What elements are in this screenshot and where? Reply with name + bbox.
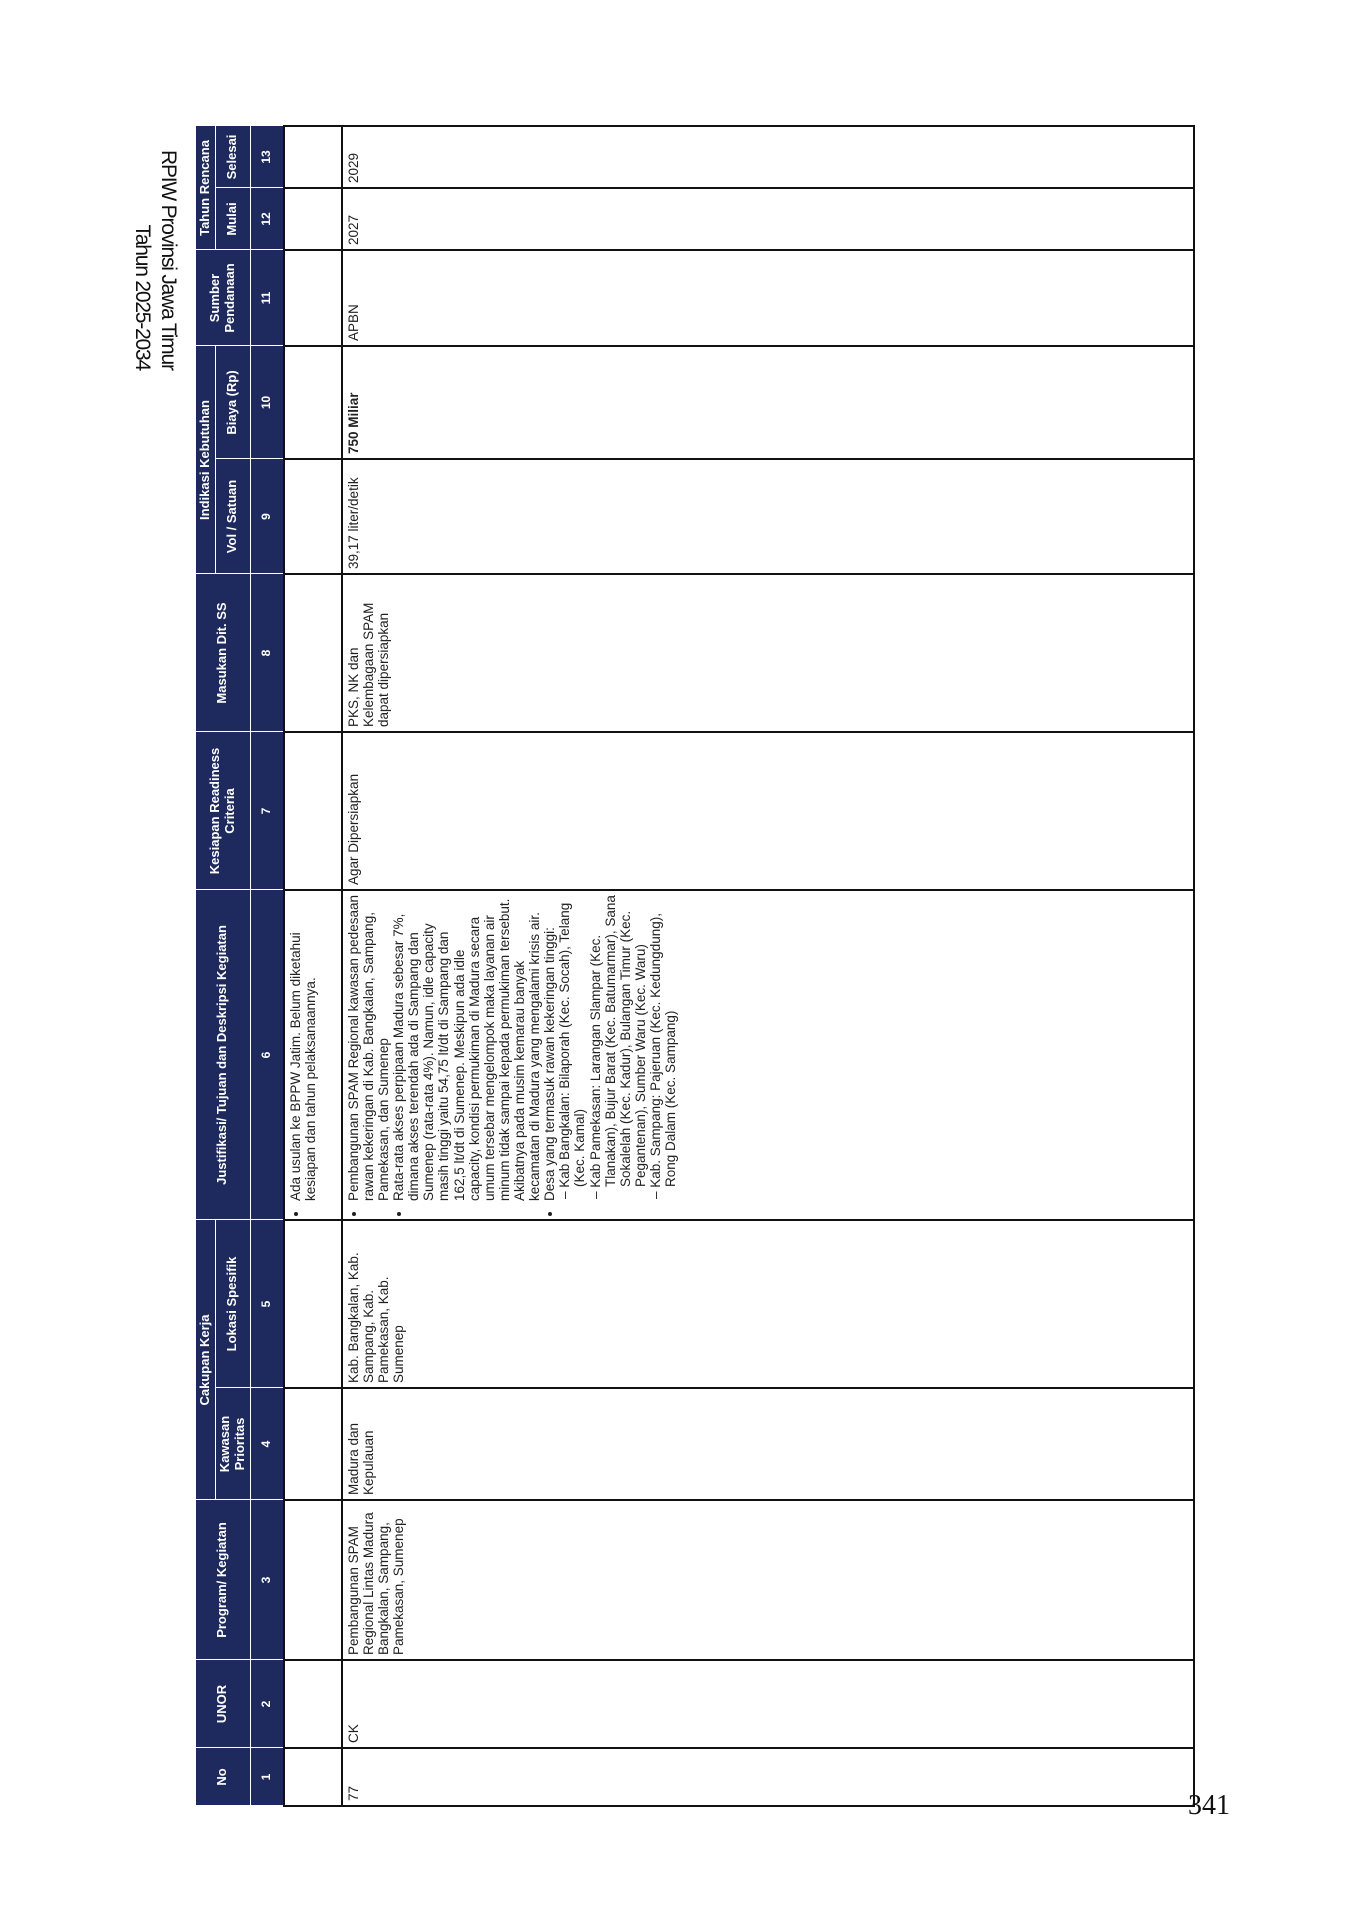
- col-no: No: [196, 1748, 251, 1806]
- cell-vol: 39,17 liter/detik: [342, 459, 1194, 574]
- cell-justifikasi: [284, 890, 342, 1220]
- rotated-table-wrapper: [195, 127, 1195, 1807]
- col-vol: Vol / Satuan: [215, 459, 250, 574]
- col-cakupan: Cakupan Kerja: [196, 1220, 216, 1500]
- sub-item: – Kab Pamekasan: Larangan Slampar (Kec. Tlanakan), Bujur Barat (Kec. Batumarmar), Sana Sokalelah (Kec. Kadur), Bulangan Timur (Kec. Pegantenan), Sumber Waru (Kec. Waru): [588, 895, 648, 1187]
- cell-justifikasi: [342, 890, 1194, 1220]
- cell-program: Pembangunan SPAM Regional Lintas Madura Bangkalan, Sampang, Pamekasan, Sumenep: [342, 1500, 1194, 1660]
- justification-bullet: • Ada usulan ke BPPW Jatim. Belum diketahui kesiapan dan tahun pelaksanaannya.: [288, 895, 318, 1201]
- col-kawasan: Kawasan Prioritas: [215, 1388, 250, 1500]
- col-program: Program/ Kegiatan: [196, 1500, 251, 1660]
- col-indikasi: Indikasi Kebutuhan: [196, 346, 216, 574]
- table-row: [284, 126, 342, 1806]
- sub-item: – Kab Bangkalan: Bilaporah (Kec. Socah), Telang (Kec. Kamal): [557, 895, 587, 1187]
- cell-mulai: 2027: [342, 188, 1194, 250]
- col-number: 2: [250, 1660, 284, 1748]
- justification-bullet: • Rata-rata akses perpipaan Madura sebesar 7%, dimana akses terendah ada di Sampang dan Sumenep (rata-rata 4%). Namun, idle capacity masih tinggi yaitu 54,75 lt/dt di Sampang dan 162,5 lt/dt di Sumenep. Meskipun ada idle capacity, kondisi permukiman di Madura secara umum tersebar mengelompok maka layanan air minum tidak sampai kepada permukiman tersebut. Akibatnya pada musim kemarau banyak kecamatan di Madura yang mengalami krisis air.: [391, 895, 542, 1201]
- col-tahun: Tahun Rencana: [196, 126, 216, 250]
- cell-selesai: 2029: [342, 126, 1194, 188]
- col-masukan: Masukan Dit. SS: [196, 574, 251, 732]
- col-number: 8: [250, 574, 284, 732]
- program-table: [195, 125, 1195, 1807]
- justification-bullet: • Pembangunan SPAM Regional kawasan pedesaan rawan kekeringan di Kab. Bangkalan, Sampang, Pamekasan, dan Sumenep: [346, 895, 391, 1201]
- col-number: 10: [250, 346, 284, 459]
- col-number: 1: [250, 1748, 284, 1806]
- sub-item: – Kab. Sampang: Pajeruan (Kec. Kedungdung), Rong Dalam (Kec. Sampang): [648, 895, 678, 1187]
- col-kesiapan: Kesiapan Readiness Criteria: [196, 732, 251, 890]
- col-number: 11: [250, 250, 284, 346]
- col-justifikasi: Justifikasi/ Tujuan dan Deskripsi Kegiatan: [196, 890, 251, 1220]
- col-selesai: Selesai: [215, 126, 250, 188]
- col-sumber: Sumber Pendanaan: [196, 250, 251, 346]
- cell-sumber: APBN: [342, 250, 1194, 346]
- col-number: 4: [250, 1388, 284, 1500]
- col-number: 5: [250, 1220, 284, 1388]
- col-mulai: Mulai: [215, 188, 250, 250]
- cell-lokasi: Kab. Bangkalan, Kab. Sampang, Kab. Pamekasan, Kab. Sumenep: [342, 1220, 1194, 1388]
- cell-biaya: 750 Miliar: [342, 346, 1194, 459]
- cell-unor: CK: [342, 1660, 1194, 1748]
- cell-kawasan: Madura dan Kepulauan: [342, 1388, 1194, 1500]
- col-lokasi: Lokasi Spesifik: [215, 1220, 250, 1388]
- col-number: 6: [250, 890, 284, 1220]
- justification-bullet-text: Desa yang termasuk rawan kekeringan tinggi:: [542, 927, 558, 1201]
- col-number: 9: [250, 459, 284, 574]
- cell-kesiapan: Agar Dipersiapkan: [342, 732, 1194, 890]
- col-number: 3: [250, 1500, 284, 1660]
- header-period: Tahun 2025-2034: [131, 224, 154, 370]
- cell-masukan: PKS, NK dan Kelembagaan SPAM dapat dipersiapkan: [342, 574, 1194, 732]
- table-row: [342, 126, 1194, 1806]
- page-number: 341: [1188, 1790, 1230, 1821]
- document-header: [100, 150, 180, 370]
- col-unor: UNOR: [196, 1660, 251, 1748]
- col-number: 7: [250, 732, 284, 890]
- justification-bullet: [542, 895, 678, 1201]
- col-biaya: Biaya (Rp): [215, 346, 250, 459]
- col-number: 12: [250, 188, 284, 250]
- col-number: 13: [250, 126, 284, 188]
- cell-no: 77: [342, 1748, 1194, 1806]
- header-title: RPIW Provinsi Jawa Timur: [157, 150, 180, 370]
